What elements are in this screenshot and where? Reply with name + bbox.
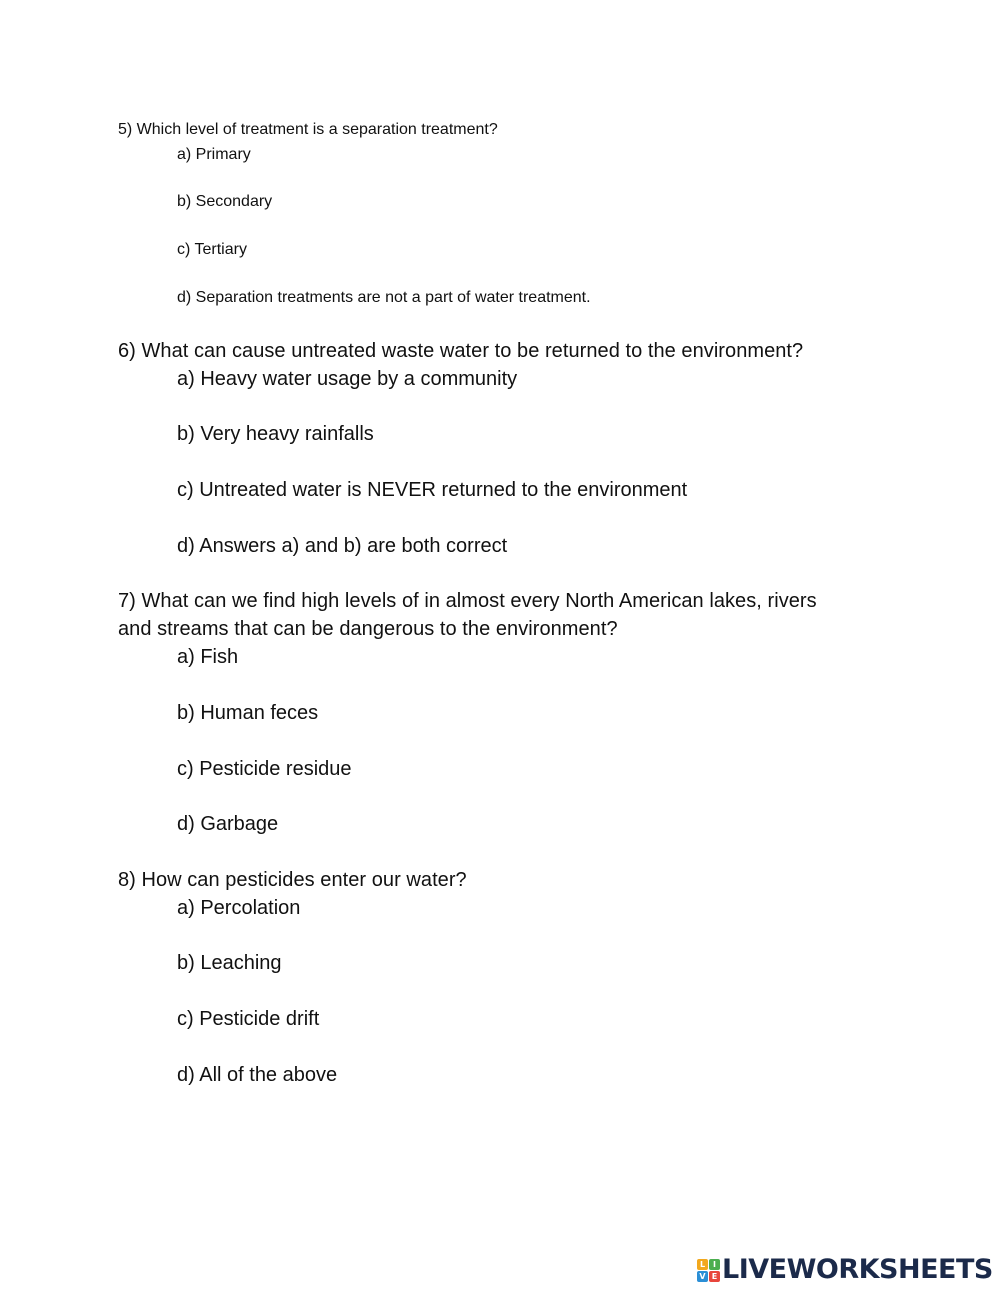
- question-8-option-a: a) Percolation: [177, 897, 301, 919]
- logo-text: LIVEWORKSHEETS: [722, 1254, 993, 1285]
- question-5-option-c: c) Tertiary: [177, 241, 247, 258]
- question-7-option-d: d) Garbage: [177, 813, 279, 835]
- question-8: 8) How can pesticides enter our water?: [118, 869, 467, 891]
- question-7-option-c: c) Pesticide residue: [177, 758, 352, 780]
- question-6: 6) What can cause untreated waste water to be returned to the environment?: [118, 340, 804, 362]
- question-8-option-d: d) All of the above: [177, 1064, 338, 1086]
- question-5-option-a: a) Primary: [177, 146, 251, 163]
- question-7-option-a: a) Fish: [177, 646, 239, 668]
- logo-block-i: I: [709, 1259, 720, 1270]
- logo-block-l: L: [697, 1259, 708, 1270]
- question-5: 5) Which level of treatment is a separation treatment?: [118, 121, 498, 138]
- question-8-option-b: b) Leaching: [177, 952, 282, 974]
- question-6-option-c: c) Untreated water is NEVER returned to the environment: [177, 479, 688, 501]
- liveworksheets-logo: [697, 1255, 993, 1285]
- logo-blocks-icon: [697, 1259, 720, 1282]
- question-5-option-b: b) Secondary: [177, 193, 273, 210]
- question-7-option-b: b) Human feces: [177, 702, 319, 724]
- question-6-option-d: d) Answers a) and b) are both correct: [177, 535, 508, 557]
- question-7-line-1: 7) What can we find high levels of in almost every North American lakes, rivers: [118, 590, 817, 612]
- question-8-option-c: c) Pesticide drift: [177, 1008, 320, 1030]
- question-6-option-a: a) Heavy water usage by a community: [177, 368, 518, 390]
- question-6-option-b: b) Very heavy rainfalls: [177, 423, 374, 445]
- question-7-line-2: and streams that can be dangerous to the environment?: [118, 618, 618, 640]
- logo-block-e: E: [709, 1271, 720, 1282]
- question-5-option-d: d) Separation treatments are not a part of water treatment.: [177, 289, 591, 306]
- logo-block-v: V: [697, 1271, 708, 1282]
